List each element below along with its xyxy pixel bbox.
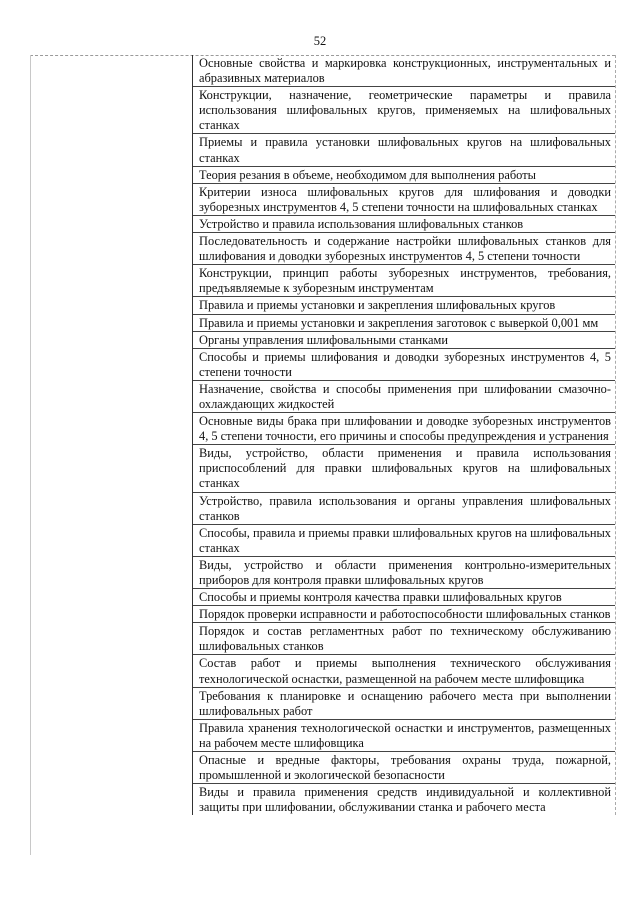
- table-row: Критерии износа шлифовальных кругов для шлифования и доводки зуборезных инструментов 4, 5 степени точности на шлифовальных станках: [193, 184, 615, 216]
- table-row: Виды, устройство и области применения контрольно-измерительных приборов для контроля правки шлифовальных кругов: [193, 557, 615, 589]
- page-number: 52: [313, 34, 327, 48]
- table-row: Порядок и состав регламентных работ по техническому обслуживанию шлифовальных станков: [193, 623, 615, 655]
- table-row: Конструкции, принцип работы зуборезных инструментов, требования, предъявляемые к зуборезным инструментам: [193, 265, 615, 297]
- table-row: Конструкции, назначение, геометрические параметры и правила использования шлифовальных кругов, применяемых на шлифовальных станках: [193, 87, 615, 134]
- table-row: Опасные и вредные факторы, требования охраны труда, пожарной, промышленной и экологической безопасности: [193, 752, 615, 784]
- table-row: Состав работ и приемы выполнения технического обслуживания технологической оснастки, размещенной на рабочем месте шлифовщика: [193, 655, 615, 687]
- knowledge-table: [192, 55, 616, 815]
- table-row: Назначение, свойства и способы применения при шлифовании смазочно-охлаждающих жидкостей: [193, 381, 615, 413]
- table-row: Теория резания в объеме, необходимом для выполнения работы: [193, 167, 615, 184]
- table-row: Порядок проверки исправности и работоспособности шлифовальных станков: [193, 606, 615, 623]
- table-row: Правила и приемы установки и закрепления заготовок с выверкой 0,001 мм: [193, 315, 615, 332]
- table-row: Органы управления шлифовальными станками: [193, 332, 615, 349]
- table-row: Устройство, правила использования и органы управления шлифовальных станков: [193, 493, 615, 525]
- table-row: Правила хранения технологической оснастки и инструментов, размещенных на рабочем месте шлифовщика: [193, 720, 615, 752]
- table-row: Способы, правила и приемы правки шлифовальных кругов на шлифовальных станках: [193, 525, 615, 557]
- table-row: Правила и приемы установки и закрепления шлифовальных кругов: [193, 297, 615, 314]
- table-row: Виды, устройство, области применения и правила использования приспособлений для правки шлифовальных кругов на шлифовальных станках: [193, 445, 615, 492]
- table-row: Виды и правила применения средств индивидуальной и коллективной защиты при шлифовании, обслуживании станка и рабочего места: [199, 785, 611, 815]
- left-column-empty-cell: [30, 55, 193, 855]
- table-row: Устройство и правила использования шлифовальных станков: [193, 216, 615, 233]
- table-row: Требования к планировке и оснащению рабочего места при выполнении шлифовальных работ: [193, 688, 615, 720]
- table-row: Способы и приемы контроля качества правки шлифовальных кругов: [193, 589, 615, 606]
- table-row: Приемы и правила установки шлифовальных кругов на шлифовальных станках: [193, 134, 615, 166]
- table-row: Основные виды брака при шлифовании и доводке зуборезных инструментов 4, 5 степени точности, его причины и способы предупреждения и устранения: [193, 413, 615, 445]
- table-row: Последовательность и содержание настройки шлифовальных станков для шлифования и доводки зуборезных инструментов 4, 5 степени точности: [193, 233, 615, 265]
- table-row: Способы и приемы шлифования и доводки зуборезных инструментов 4, 5 степени точности: [193, 349, 615, 381]
- table-row: Основные свойства и маркировка конструкционных, инструментальных и абразивных материалов: [193, 55, 615, 87]
